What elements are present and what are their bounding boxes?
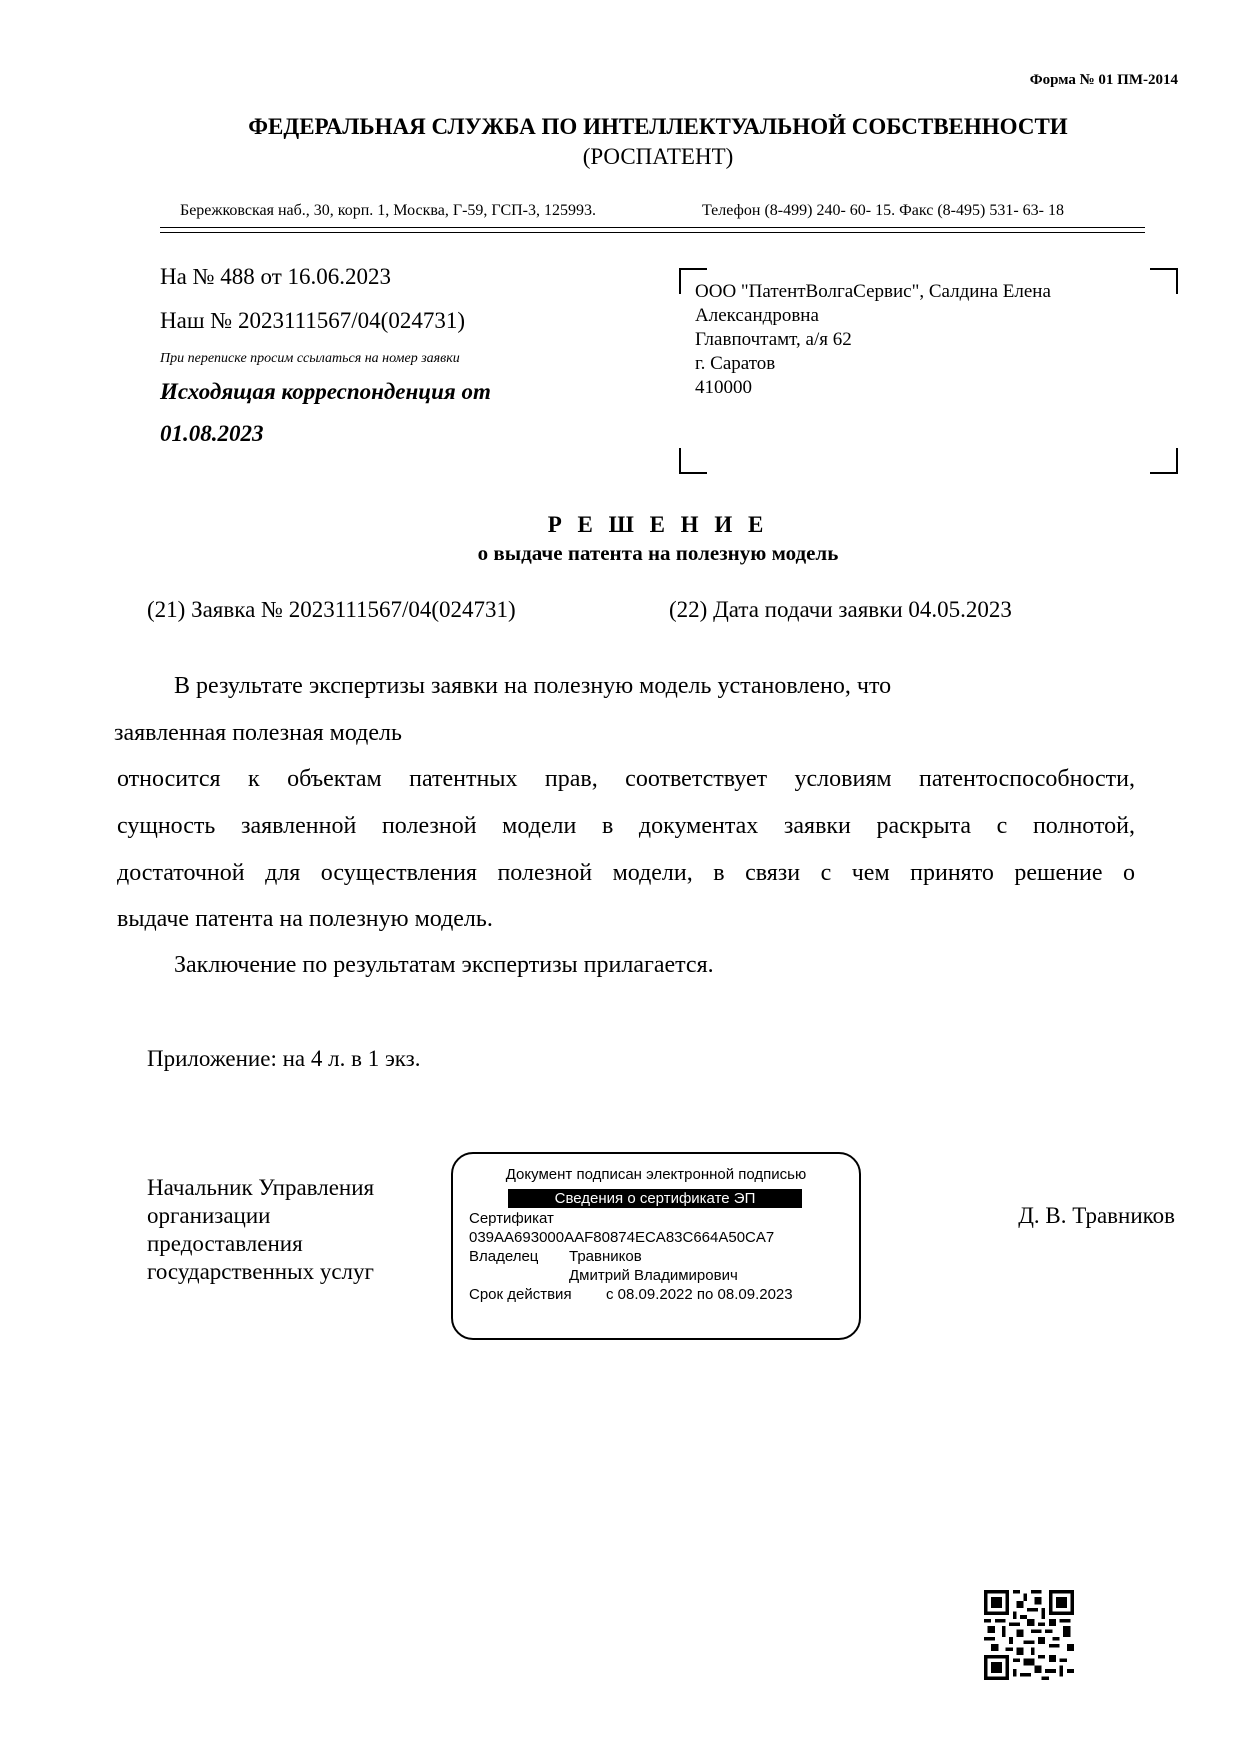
address-corner-bottom-left — [679, 448, 707, 474]
recipient-line: Александровна — [695, 305, 819, 326]
signer-position-line: предоставления — [147, 1231, 303, 1256]
body-paragraph-line: сущность заявленной полезной модели в документах заявки раскрыта с полнотой, — [117, 813, 1135, 839]
electronic-signature-stamp — [451, 1152, 861, 1340]
validity-value: с 08.09.2022 по 08.09.2023 — [606, 1286, 793, 1303]
header-divider — [160, 227, 1145, 228]
application-number: (21) Заявка № 2023111567/04(024731) — [147, 597, 516, 622]
owner-surname: Травников — [569, 1248, 642, 1265]
address-corner-top-right — [1150, 268, 1178, 294]
address-corner-bottom-right — [1150, 448, 1178, 474]
qr-code-icon — [984, 1590, 1074, 1680]
form-number: Форма № 01 ПМ-2014 — [1029, 72, 1178, 88]
recipient-line: г. Саратов — [695, 353, 776, 374]
agency-phone: Телефон (8-499) 240- 60- 15. Факс (8-495) 531- 63- 18 — [702, 202, 1064, 219]
certificate-value: 039AA693000AAF80874ECA83C664A50CA7 — [469, 1229, 775, 1246]
owner-name: Дмитрий Владимирович — [569, 1267, 738, 1284]
signer-position-line: организации — [147, 1203, 271, 1228]
recipient-line: Главпочтамт, а/я 62 — [695, 329, 852, 350]
header-divider-2 — [160, 232, 1145, 233]
signer-position-line: Начальник Управления — [147, 1175, 375, 1200]
stamp-certificate-bar: Сведения о сертификате ЭП — [508, 1189, 802, 1208]
body-paragraph-line: выдаче патента на полезную модель. — [117, 906, 493, 932]
outgoing-date: 01.08.2023 — [160, 421, 264, 446]
appendix-text: Приложение: на 4 л. в 1 экз. — [147, 1046, 421, 1071]
recipient-line: ООО "ПатентВолгаСервис", Салдина Елена — [695, 281, 1051, 302]
our-reference: Наш № 2023111567/04(024731) — [160, 308, 465, 333]
signer-position-line: государственных услуг — [147, 1259, 374, 1284]
certificate-label: Сертификат — [469, 1210, 554, 1227]
outgoing-label: Исходящая корреспонденция от — [160, 379, 491, 404]
agency-short-name: (РОСПАТЕНТ) — [582, 144, 734, 169]
owner-label: Владелец — [469, 1248, 539, 1265]
body-paragraph-line: В результате экспертизы заявки на полезную модель установлено, что — [174, 673, 892, 699]
validity-label: Срок действия — [469, 1286, 572, 1303]
decision-title: Р Е Ш Е Н И Е — [547, 512, 769, 537]
stamp-title: Документ подписан электронной подписью — [505, 1166, 807, 1183]
agency-address: Бережковская наб., 30, корп. 1, Москва, Г-59, ГСП-3, 125993. — [180, 202, 597, 219]
body-paragraph-line: относится к объектам патентных прав, соответствует условиям патентоспособности, — [117, 766, 1135, 792]
signer-name: Д. В. Травников — [1018, 1203, 1175, 1228]
agency-name: ФЕДЕРАЛЬНАЯ СЛУЖБА ПО ИНТЕЛЛЕКТУАЛЬНОЙ СОБСТВЕННОСТИ — [248, 114, 1068, 139]
filing-date: (22) Дата подачи заявки 04.05.2023 — [669, 597, 1012, 622]
conclusion-text: Заключение по результатам экспертизы прилагается. — [174, 952, 714, 978]
body-paragraph-line: достаточной для осуществления полезной модели, в связи с чем принято решение о — [117, 860, 1135, 886]
decision-subtitle: о выдаче патента на полезную модель — [477, 541, 839, 565]
your-reference: На № 488 от 16.06.2023 — [160, 264, 392, 289]
reference-note: При переписке просим ссылаться на номер заявки — [160, 351, 460, 366]
recipient-line: 410000 — [695, 377, 752, 398]
body-paragraph-line: заявленная полезная модель — [114, 720, 402, 746]
